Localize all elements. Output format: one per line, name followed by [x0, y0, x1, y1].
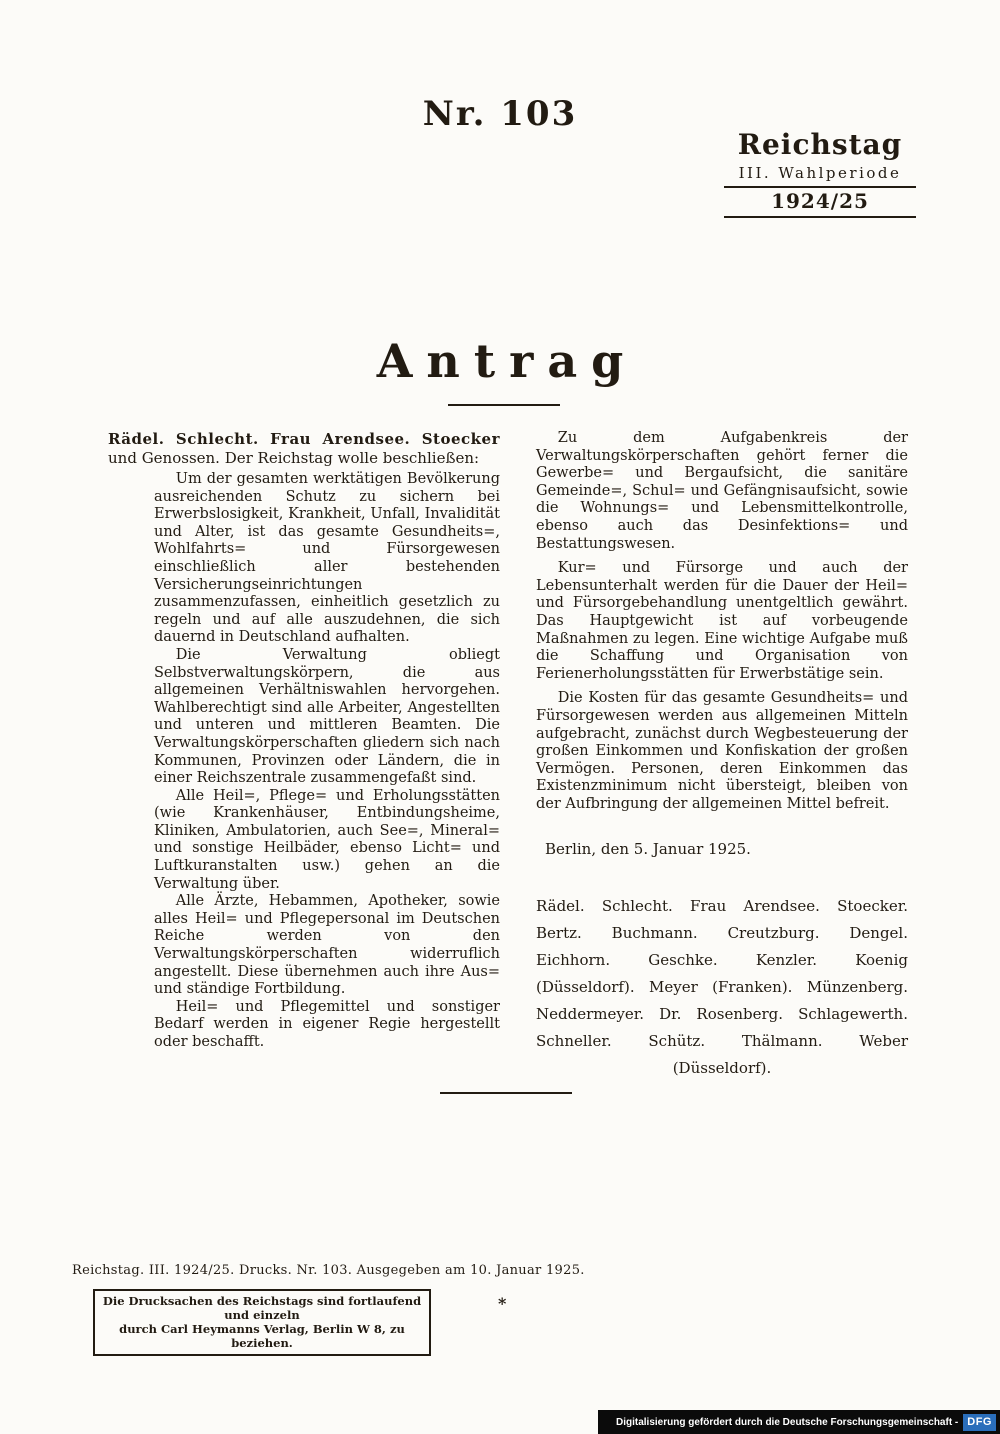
- signature: Schlecht.: [601, 897, 673, 916]
- signature: Bertz.: [536, 924, 582, 943]
- signature: Buchmann.: [611, 924, 698, 943]
- order-note-line2: durch Carl Heymanns Verlag, Berlin W 8, zu beziehen.: [119, 1322, 405, 1350]
- signature: Münzenberg.: [806, 978, 908, 997]
- masthead-years: 1924/25: [724, 186, 916, 218]
- signature: Thälmann.: [741, 1032, 823, 1051]
- signature-block: [536, 893, 908, 1082]
- footnote-asterisk: *: [498, 1294, 507, 1313]
- paragraph: Alle Ärzte, Hebammen, Apotheker, sowie alles Heil= und Pflegepersonal im Deutschen Reiche werden von den Verwaltungskörperschaften widerruflich angestellt. Diese übernehmen auch ihre Aus= und ständige Fortbildung.: [154, 893, 500, 998]
- proposers-names: Rädel. Schlecht. Frau Arendsee. Stoecker: [108, 430, 500, 448]
- masthead: [724, 128, 916, 218]
- signature: Schlagewerth.: [798, 1005, 908, 1024]
- order-note-line1: Die Drucksachen des Reichstags sind fortlaufend und einzeln: [102, 1294, 422, 1322]
- paragraph: Zu dem Aufgabenkreis der Verwaltungskörperschaften gehört ferner die Gewerbe= und Bergaufsicht, die sanitäre Gemeinde=, Schul= und Gefängnisaufsicht, sowie die Wohnungs= und Lebensmittelkontrolle, ebenso auch das Desinfektions= und Bestattungswesen.: [536, 430, 908, 552]
- title-rule: [448, 404, 560, 406]
- signature: Stoecker.: [837, 897, 908, 916]
- signature: Dr. Rosenberg.: [659, 1005, 784, 1024]
- dateline: Berlin, den 5. Januar 1925.: [545, 840, 751, 859]
- signature: Rädel.: [536, 897, 585, 916]
- order-note-box: [93, 1289, 431, 1356]
- signature: Weber (Düsseldorf).: [672, 1032, 908, 1078]
- masthead-title: Reichstag: [737, 128, 903, 161]
- page-title: Antrag: [376, 334, 638, 388]
- imprint-line: Reichstag. III. 1924/25. Drucks. Nr. 103. Ausgegeben am 10. Januar 1925.: [72, 1263, 585, 1278]
- signature: Dengel.: [849, 924, 908, 943]
- signature: Koenig (Düsseldorf).: [536, 951, 908, 997]
- paragraph: Alle Heil=, Pflege= und Erholungsstätten (wie Krankenhäuser, Entbindungsheime, Kliniken, Ambulatorien, auch See=, Mineral= und sonstige Heilbäder, ebenso Licht= und Luftkuranstalten usw.) gehen an die Verwaltung über.: [154, 787, 500, 892]
- signature: Neddermeyer.: [536, 1005, 644, 1024]
- paragraph: Die Verwaltung obliegt Selbstverwaltungskörpern, die aus allgemeinen Verhältniswahlen hervorgehen. Wahlberechtigt sind alle Arbeiter, Angestellten und unteren und mittleren Beamten. Die Verwaltungskörperschaften gliedern sich nach Kommunen, Provinzen oder Ländern, die in einer Reichszentrale zusammengefaßt sind.: [154, 646, 500, 787]
- digitization-credit-bar: [598, 1410, 1000, 1434]
- proposers-heading: [108, 430, 500, 468]
- document-number: Nr. 103: [422, 94, 578, 134]
- right-column: [536, 430, 908, 1082]
- dfg-logo: DFG: [963, 1414, 996, 1431]
- content-columns: [108, 430, 908, 1082]
- paragraph: Heil= und Pflegemittel und sonstiger Bedarf werden in eigener Regie hergestellt oder beschafft.: [154, 998, 500, 1050]
- digitization-credit-text: Digitalisierung gefördert durch die Deutsche Forschungsgemeinschaft -: [615, 1416, 959, 1428]
- signature: Eichhorn.: [536, 951, 611, 970]
- signature: Frau Arendsee.: [690, 897, 820, 916]
- proposers-clause: und Genossen. Der Reichstag wolle beschließen:: [108, 449, 480, 467]
- signature: Schütz.: [648, 1032, 706, 1051]
- paragraph: Kur= und Fürsorge und auch der Lebensunterhalt werden für die Dauer der Heil= und Fürsorgebehandlung unentgeltlich gewährt. Das Hauptgewicht ist auf vorbeugende Maßnahmen zu legen. Eine wichtige Aufgabe muß die Schaffung und Organisation von Ferienerholungsstätten für Erwerbstätige sein.: [536, 560, 908, 682]
- paragraph: Um der gesamten werktätigen Bevölkerung ausreichenden Schutz zu sichern bei Erwerbslosigkeit, Krankheit, Unfall, Invalidität und Alter, ist das gesamte Gesundheits=, Wohlfahrts= und Fürsorgewesen einschließlich aller bestehenden Versicherungseinrichtungen zusammenzufassen, einheitlich gesetzlich zu regeln und auf alle auszudehnen, die sich dauernd in Deutschland aufhalten.: [154, 471, 500, 646]
- signature: Geschke.: [648, 951, 718, 970]
- closing-rule: [440, 1092, 572, 1094]
- masthead-period: III. Wahlperiode: [738, 164, 902, 182]
- signature: Schneller.: [536, 1032, 612, 1051]
- paragraph: Die Kosten für das gesamte Gesundheits= und Fürsorgewesen werden aus allgemeinen Mitteln aufgebracht, zunächst durch Wegbesteuerung der großen Einkommen und Konfiskation der großen Vermögen. Personen, deren Einkommen das Existenzminimum nicht übersteigt, bleiben von der Aufbringung der allgemeinen Mittel befreit.: [536, 690, 908, 812]
- left-column: [108, 430, 500, 1082]
- signature: Meyer (Franken).: [649, 978, 793, 997]
- motion-body: [108, 471, 500, 1052]
- signature: Creutzburg.: [727, 924, 820, 943]
- signature: Kenzler.: [755, 951, 818, 970]
